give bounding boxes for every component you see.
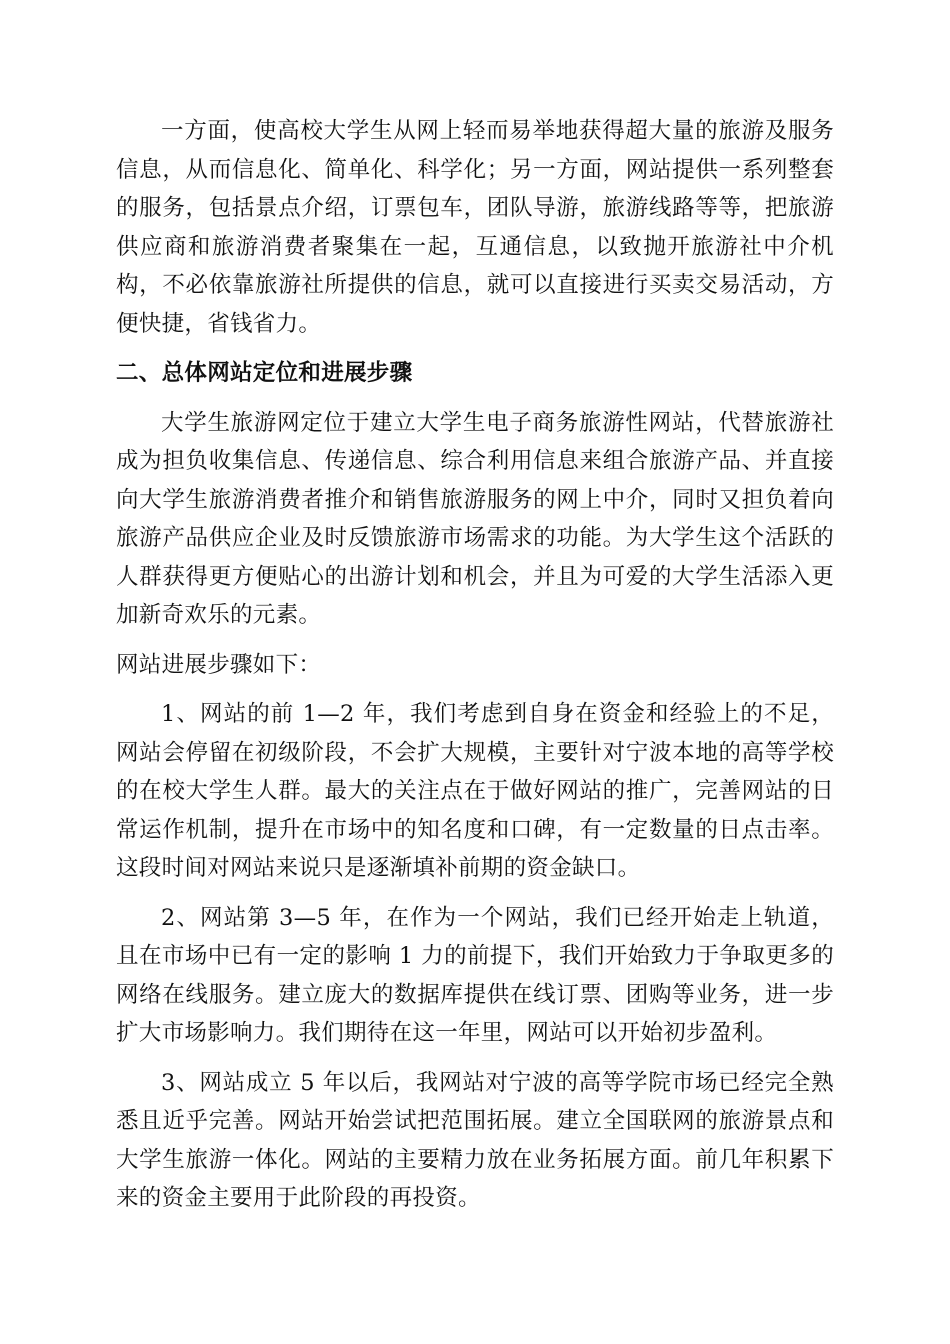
paragraph-step-2: 2、网站第 3—5 年，在作为一个网站，我们已经开始走上轨道，且在市场中已有一定的影响 1 力的前提下，我们开始致力于争取更多的网络在线服务。建立庞大的数据库提供在线订票、团购等业务，进一步扩大市场影响力。我们期待在这一年里，网站可以开始初步盈利。	[116, 904, 834, 1046]
paragraph-positioning: 大学生旅游网定位于建立大学生电子商务旅游性网站，代替旅游社成为担负收集信息、传递信息、综合利用信息来组合旅游产品、并直接向大学生旅游消费者推介和销售旅游服务的网上中介，同时又担负着向旅游产品供应企业及时反馈旅游市场需求的功能。为大学生这个活跃的人群获得更方便贴心的出游计划和机会，并且为可爱的大学生活添入更加新奇欢乐的元素。	[116, 409, 834, 628]
paragraph-intro: 一方面，使高校大学生从网上轻而易举地获得超大量的旅游及服务信息，从而信息化、简单化、科学化；另一方面，网站提供一系列整套的服务，包括景点介绍，订票包车，团队导游，旅游线路等等，把旅游供应商和旅游消费者聚集在一起，互通信息，以致抛开旅游社中介机构，不必依靠旅游社所提供的信息，就可以直接进行买卖交易活动，方便快捷，省钱省力。	[116, 118, 834, 337]
section-heading-positioning: 二、总体网站定位和进展步骤	[116, 360, 413, 386]
paragraph-steps-intro: 网站进展步骤如下：	[116, 651, 322, 678]
document-page	[116, 112, 834, 1218]
paragraph-step-3: 3、网站成立 5 年以后，我网站对宁波的高等学院市场已经完全熟悉且近乎完善。网站开始尝试把范围拓展。建立全国联网的旅游景点和大学生旅游一体化。网站的主要精力放在业务拓展方面。前几年积累下来的资金主要用于此阶段的再投资。	[116, 1069, 834, 1211]
paragraph-step-1: 1、网站的前 1—2 年，我们考虑到自身在资金和经验上的不足，网站会停留在初级阶段，不会扩大规模，主要针对宁波本地的高等学校的在校大学生人群。最大的关注点在于做好网站的推广，完善网站的日常运作机制，提升在市场中的知名度和口碑，有一定数量的日点击率。这段时间对网站来说只是逐渐填补前期的资金缺口。	[116, 701, 834, 881]
